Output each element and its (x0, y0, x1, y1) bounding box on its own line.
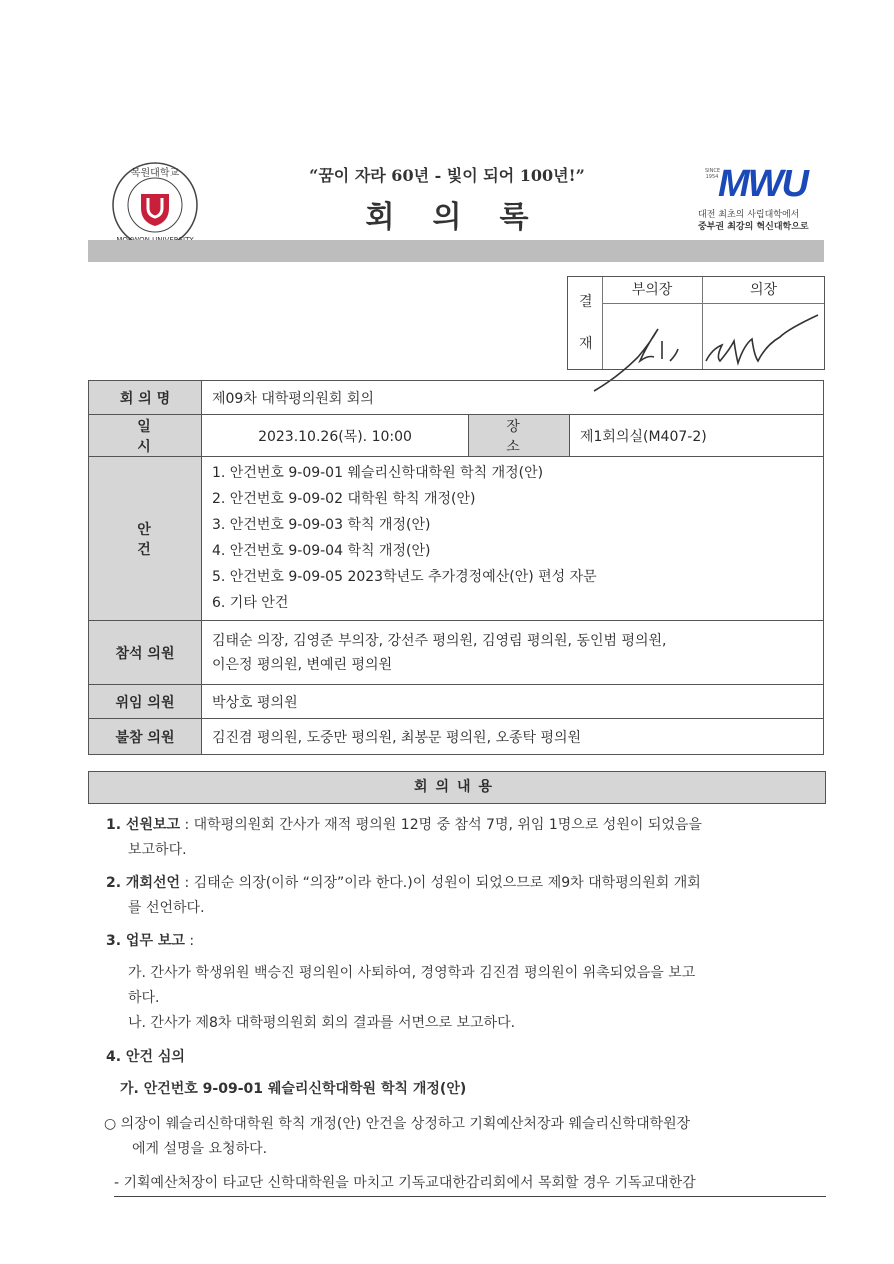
section-4-detail: - 기획예산처장이 타교단 신학대학원을 마치고 기독교대한감리회에서 목회할 경우 기독교대한감 (114, 1171, 826, 1197)
approval-col-chair: 의장 (703, 277, 824, 304)
agenda-item: 6. 기타 안건 (212, 594, 289, 611)
section-4-paragraph (104, 1112, 828, 1162)
agenda-item: 5. 안건번호 9-09-05 2023학년도 추가경정예산(안) 편성 자문 (212, 568, 597, 585)
logo-since: SINCE 1954 (705, 168, 721, 180)
approval-col-vice-chair: 부의장 (602, 277, 703, 304)
logo-tagline-1: 대전 최초의 사립대학에서 (698, 210, 800, 220)
section-4-para-line-1: ○ 의장이 웨슬리신학대학원 학칙 개정(안) 안건을 상정하고 기획예산처장과 웨슬리신학대학원장 (104, 1116, 691, 1132)
section-3-title: 3. 업무 보고 (106, 933, 185, 949)
header-divider-bar (88, 240, 824, 262)
section-4-subtitle: 가. 안건번호 9-09-01 웨슬리신학대학원 학칙 개정(안) (120, 1081, 467, 1097)
document-title: 회의록 (365, 200, 567, 235)
agenda-item: 1. 안건번호 9-09-01 웨슬리신학대학원 학칙 개정(안) (212, 464, 544, 481)
section-2-text: : 김태순 의장(이하 “의장”이라 한다.)이 성원이 되었으므로 제9차 대학평의원회 개회 (180, 875, 701, 891)
agenda-label: 안 건 (89, 457, 202, 621)
attendees-label: 참석 의원 (89, 621, 202, 685)
absent-label: 불참 의원 (89, 719, 202, 755)
date-label: 일 시 (89, 415, 202, 457)
meeting-name-label: 회 의 명 (89, 381, 202, 415)
place-label: 장 소 (469, 415, 570, 457)
section-4-title: 4. 안건 심의 (106, 1049, 185, 1065)
attendees-value (202, 621, 824, 685)
agenda-item: 3. 안건번호 9-09-03 학칙 개정(안) (212, 516, 431, 533)
approval-box (567, 276, 825, 370)
approval-side-2: 재 (579, 336, 593, 352)
section-3-colon: : (184, 933, 195, 949)
agenda-item: 2. 안건번호 9-09-02 대학원 학칙 개정(안) (212, 490, 476, 507)
svg-text:목원대학교: 목원대학교 (130, 168, 180, 179)
section-3-item-a-cont: 하다. (128, 990, 160, 1006)
meeting-info-table (88, 380, 824, 755)
date-value: 2023.10.26(목). 10:00 (202, 415, 469, 457)
section-3-item-b: 나. 간사가 제8차 대학평의원회 회의 결과를 서면으로 보고하다. (128, 1015, 516, 1031)
section-3-items (128, 961, 828, 1036)
section-2-title: 2. 개회선언 (106, 875, 181, 891)
logo-mark: MWU (718, 163, 807, 205)
meeting-name-value: 제09차 대학평의원회 회의 (202, 381, 824, 415)
section-2-text-cont: 를 선언하다. (128, 900, 205, 916)
section-1-text: : 대학평의원회 간사가 재적 평의원 12명 중 참석 7명, 위임 1명으로 성원이 되었음을 (180, 817, 702, 833)
section-4-para-line-2: 에게 설명을 요청하다. (132, 1141, 268, 1157)
approval-side-1: 결 (579, 294, 593, 310)
absent-value: 김진겸 평의원, 도중만 평의원, 최봉문 평의원, 오종탁 평의원 (202, 719, 824, 755)
section-2 (106, 871, 826, 921)
place-value: 제1회의실(M407-2) (570, 415, 824, 457)
section-1-text-cont: 보고하다. (128, 842, 187, 858)
proxy-value: 박상호 평의원 (202, 685, 824, 719)
section-3 (106, 929, 826, 954)
logo-tagline-2: 중부권 최강의 혁신대학으로 (698, 222, 809, 232)
section-1 (106, 813, 826, 863)
slogan: “꿈이 자라 60년 - 빛이 되어 100년!” (309, 166, 585, 185)
section-3-item-a: 가. 간사가 학생위원 백승진 평의원이 사퇴하여, 경영학과 김진겸 평의원이 위촉되었음을 보고 (128, 965, 696, 981)
content-section-header: 회의내용 (88, 771, 826, 804)
attendees-line-1: 김태순 의장, 김영준 부의장, 강선주 평의원, 김영림 평의원, 동인범 평의원, (212, 632, 667, 649)
attendees-line-2: 이은정 평의원, 변예린 평의원 (212, 656, 393, 673)
mwu-logo (698, 163, 828, 233)
section-1-title: 1. 선원보고 (106, 817, 181, 833)
agenda-list (202, 457, 824, 621)
proxy-label: 위임 의원 (89, 685, 202, 719)
agenda-item: 4. 안건번호 9-09-04 학칙 개정(안) (212, 542, 431, 559)
